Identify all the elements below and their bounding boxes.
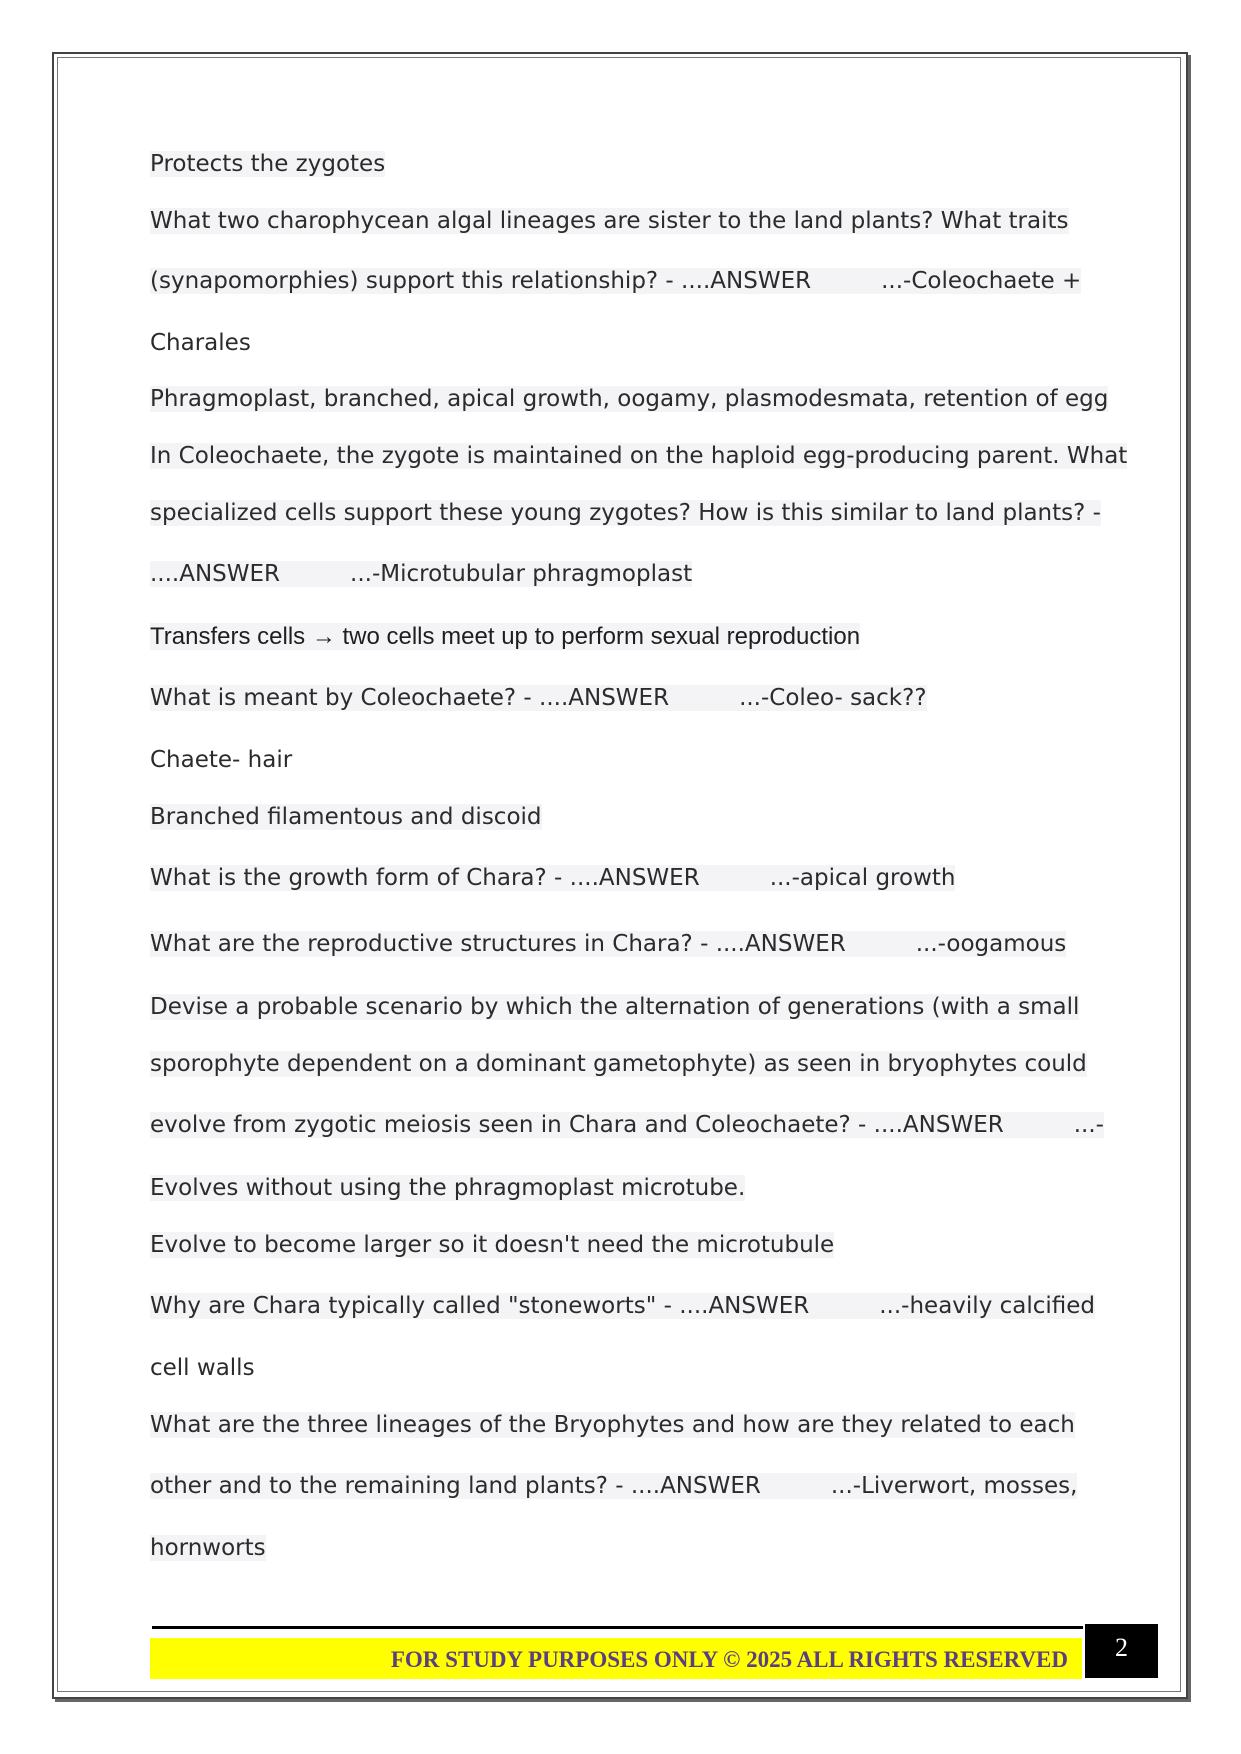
page-number: 2 [1085,1624,1158,1678]
question-answer-text: evolve from zygotic meiosis seen in Chara and Coleochaete? - ....ANSWER ...- [150,1112,1104,1138]
question-line [150,926,1066,962]
question-line [150,203,1069,239]
footer-copyright: FOR STUDY PURPOSES ONLY © 2025 ALL RIGHTS RESERVED [150,1638,1082,1679]
line-text: Transfers cells → two cells meet up to perform sexual reproduction [150,623,861,650]
line-text: Charales [150,330,251,356]
answer-line [150,325,251,361]
question-line [150,989,1079,1025]
question-line [150,438,1127,474]
text-line [150,742,292,778]
line-text: Devise a probable scenario by which the alternation of generations (with a small [150,994,1080,1020]
line-text: cell walls [150,1355,255,1381]
answer-line [150,1530,266,1566]
line-text: Chaete- hair [150,747,293,773]
answer-line [150,1350,255,1386]
line-text: Protects the zygotes [150,151,386,177]
answer-line [150,1170,745,1206]
line-text: hornworts [150,1535,266,1561]
question-answer-text: What is meant by Coleochaete? - ....ANSWER ...-Coleo- sack?? [150,685,927,711]
line-text: Evolves without using the phragmoplast microtube. [150,1175,746,1201]
line-text: specialized cells support these young zygotes? How is this similar to land plants? - [150,500,1101,526]
footer-rule [152,1626,1083,1629]
text-line [150,619,860,655]
line-text: What are the three lineages of the Bryophytes and how are they related to each [150,1412,1075,1438]
question-answer-text: Why are Chara typically called "stoneworts" - ....ANSWER ...-heavily calcified [150,1293,1096,1319]
question-line [150,1407,1075,1443]
question-line [150,1468,1077,1504]
question-line [150,495,1101,531]
question-answer-text: (synapomorphies) support this relationship? - ....ANSWER ...-Coleochaete + [150,268,1082,294]
question-line [150,1288,1095,1324]
question-line [150,860,955,896]
text-line [150,381,1108,417]
question-line [150,263,1081,299]
question-answer-text: What are the reproductive structures in Chara? - ....ANSWER ...-oogamous [150,931,1067,957]
line-text: sporophyte dependent on a dominant gametophyte) as seen in bryophytes could [150,1051,1087,1077]
question-line [150,1107,1104,1143]
question-answer-text: other and to the remaining land plants? - ....ANSWER ...-Liverwort, mosses, [150,1473,1078,1499]
text-line [150,146,385,182]
answer-line [150,556,692,592]
question-line [150,680,927,716]
line-text: In Coleochaete, the zygote is maintained on the haploid egg-producing parent. What [150,443,1128,469]
question-answer-text: ....ANSWER ...-Microtubular phragmoplast [150,561,693,587]
question-line [150,1046,1087,1082]
line-text: Branched filamentous and discoid [150,804,542,830]
text-line [150,1227,834,1263]
line-text: Evolve to become larger so it doesn't need the microtubule [150,1232,835,1258]
line-text: What two charophycean algal lineages are sister to the land plants? What traits [150,208,1069,234]
question-answer-text: What is the growth form of Chara? - ....ANSWER ...-apical growth [150,865,956,891]
text-line [150,799,542,835]
line-text: Phragmoplast, branched, apical growth, oogamy, plasmodesmata, retention of egg [150,386,1109,412]
